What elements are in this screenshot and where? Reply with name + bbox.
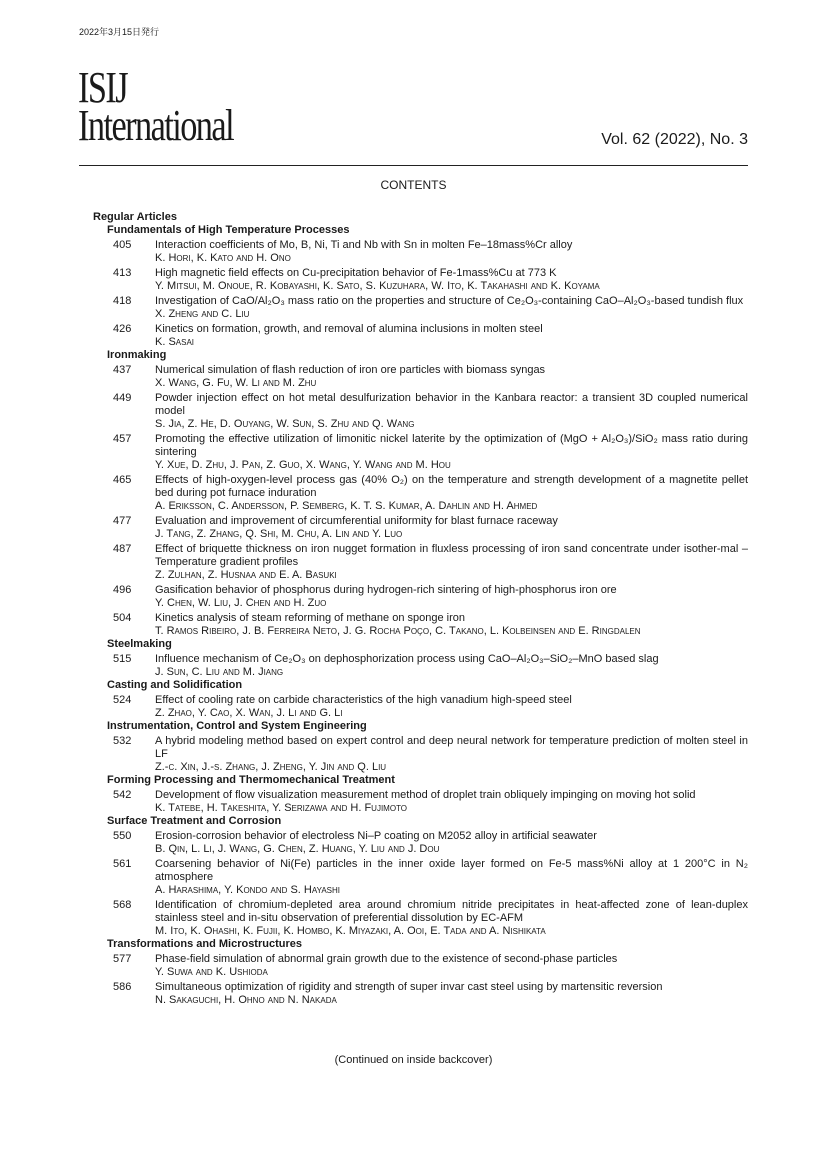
entry-authors: S. Jia, Z. He, D. Ouyang, W. Sun, S. Zhu and Q. Wang [155, 418, 415, 430]
group-heading: Ironmaking [107, 349, 167, 361]
entry-authors: K. Sasai [155, 336, 195, 348]
logo-line-2: International [78, 101, 234, 150]
group-heading: Fundamentals of High Temperature Processes [107, 224, 350, 236]
entry-title: Development of flow visualization measurement method of droplet train obliquely impinging on moving hot solid [155, 789, 696, 801]
journal-logo [78, 63, 277, 150]
toc-entry[interactable] [93, 981, 748, 1007]
entry-title: Effect of briquette thickness on iron nugget formation in fluxless processing of iron sand concentrate under isother-mal – Temperature gradient profiles [155, 543, 748, 568]
toc-entry[interactable] [93, 323, 748, 349]
entry-authors: B. Qin, L. Li, J. Wang, G. Chen, Z. Huang, Y. Liu and J. Dou [155, 843, 440, 855]
entry-title: Phase-field simulation of abnormal grain growth due to the existence of second-phase particles [155, 953, 618, 965]
entry-title: Coarsening behavior of Ni(Fe) particles in the inner oxide layer formed on Fe-5 mass%Ni alloy at 1 200°C in N₂ atmosphere [155, 858, 748, 883]
entry-page-number: 405 [113, 239, 132, 251]
toc-entry[interactable] [93, 515, 748, 541]
entry-body [155, 953, 748, 979]
entry-body [155, 653, 748, 679]
group-heading: Instrumentation, Control and System Engineering [107, 720, 367, 732]
entry-body [155, 474, 748, 513]
entry-page-number: 577 [113, 953, 132, 965]
entry-title: Evaluation and improvement of circumferential uniformity for blast furnace raceway [155, 515, 558, 527]
entry-body [155, 267, 748, 293]
entry-page-number: 487 [113, 543, 132, 555]
entry-page-number: 532 [113, 735, 132, 747]
entry-title: A hybrid modeling method based on expert control and deep neural network for temperature prediction of molten steel in LF [155, 735, 748, 760]
entry-page-number: 561 [113, 858, 132, 870]
toc-entry[interactable] [93, 953, 748, 979]
publication-date: 2022年3月15日発行 [79, 27, 160, 37]
entry-authors: Z. Zhao, Y. Cao, X. Wan, J. Li and G. Li [155, 707, 343, 719]
toc-entry[interactable] [93, 474, 748, 513]
entry-title: Promoting the effective utilization of limonitic nickel laterite by the optimization of (MgO + Al₂O₃)/SiO₂ mass ratio during sintering [155, 433, 748, 458]
entry-authors: X. Wang, G. Fu, W. Li and M. Zhu [155, 377, 317, 389]
toc-entry[interactable] [93, 612, 748, 638]
entry-body [155, 694, 748, 720]
group-heading: Transformations and Microstructures [107, 938, 302, 950]
entry-title: Identification of chromium-depleted area around chromium nitride precipitates in heat-affected zone of lean-duplex stainless steel and in-situ observation of preferential dissolution by EC-AFM [155, 899, 748, 924]
entry-authors: A. Harashima, Y. Kondo and S. Hayashi [155, 884, 341, 896]
toc-entry[interactable] [93, 899, 748, 938]
entry-title: Investigation of CaO/Al₂O₃ mass ratio on the properties and structure of Ce₂O₃-containing CaO–Al₂O₃-based tundish flux [155, 295, 744, 307]
entry-title: Simultaneous optimization of rigidity and strength of super invar cast steel using by martensitic reversion [155, 981, 663, 993]
group-heading: Casting and Solidification [107, 679, 243, 691]
group-heading: Forming Processing and Thermomechanical Treatment [107, 774, 395, 786]
entry-authors: Y. Suwa and K. Ushioda [155, 966, 268, 978]
section-heading: Regular Articles [93, 211, 177, 223]
header-rule [79, 165, 748, 166]
toc-entry[interactable] [93, 584, 748, 610]
entry-body [155, 584, 748, 610]
entry-title: Numerical simulation of flash reduction of iron ore particles with biomass syngas [155, 364, 546, 376]
toc-entry[interactable] [93, 267, 748, 293]
entry-body [155, 239, 748, 265]
entry-authors: M. Ito, K. Ohashi, K. Fujii, K. Hombo, K. Miyazaki, A. Ooi, E. Tada and A. Nishikata [155, 925, 546, 937]
entry-body [155, 364, 748, 390]
entry-page-number: 449 [113, 392, 132, 404]
toc-entry[interactable] [93, 392, 748, 431]
entry-body [155, 830, 748, 856]
entry-body [155, 392, 748, 431]
entry-body [155, 735, 748, 774]
entry-title: Effect of cooling rate on carbide characteristics of the high vanadium high-speed steel [155, 694, 572, 706]
entry-page-number: 457 [113, 433, 132, 445]
entry-page-number: 477 [113, 515, 132, 527]
toc-entry[interactable] [93, 858, 748, 897]
entry-title: High magnetic field effects on Cu-precipitation behavior of Fe-1mass%Cu at 773 K [155, 267, 557, 279]
entry-body [155, 295, 748, 321]
toc-entry[interactable] [93, 364, 748, 390]
toc-entry[interactable] [93, 543, 748, 582]
continued-note: (Continued on inside backcover) [334, 1054, 493, 1066]
entry-title: Influence mechanism of Ce₂O₃ on dephosphorization process using CaO–Al₂O₃–SiO₂–MnO based slag [155, 653, 659, 665]
toc-entry[interactable] [93, 653, 748, 679]
toc-entry[interactable] [93, 789, 748, 815]
entry-body [155, 433, 748, 472]
entry-body [155, 789, 748, 815]
contents-title: CONTENTS [380, 178, 447, 192]
toc-entry[interactable] [93, 295, 748, 321]
entry-authors: K. Tatebe, H. Takeshita, Y. Serizawa and H. Fujimoto [155, 802, 408, 814]
group-heading: Steelmaking [107, 638, 172, 650]
toc-entry[interactable] [93, 830, 748, 856]
entry-page-number: 550 [113, 830, 132, 842]
entry-page-number: 437 [113, 364, 132, 376]
group-heading: Surface Treatment and Corrosion [107, 815, 282, 827]
entry-title: Kinetics on formation, growth, and removal of alumina inclusions in molten steel [155, 323, 543, 335]
entry-authors: A. Eriksson, C. Andersson, P. Semberg, K. T. S. Kumar, A. Dahlin and H. Ahmed [155, 500, 538, 512]
entry-body [155, 899, 748, 938]
entry-page-number: 568 [113, 899, 132, 911]
entry-page-number: 496 [113, 584, 132, 596]
entry-page-number: 515 [113, 653, 132, 665]
entry-body [155, 858, 748, 897]
entry-authors: Y. Chen, W. Liu, J. Chen and H. Zuo [155, 597, 327, 609]
toc-entry[interactable] [93, 694, 748, 720]
entry-page-number: 426 [113, 323, 132, 335]
entry-title: Interaction coefficients of Mo, B, Ni, Ti and Nb with Sn in molten Fe–18mass%Cr alloy [155, 239, 573, 251]
entry-body [155, 612, 748, 638]
entry-authors: Z. Zulhan, Z. Husnaa and E. A. Basuki [155, 569, 337, 581]
volume-info: Vol. 62 (2022), No. 3 [601, 131, 748, 148]
entry-authors: Y. Xue, D. Zhu, J. Pan, Z. Guo, X. Wang, Y. Wang and M. Hou [155, 459, 451, 471]
entry-authors: K. Hori, K. Kato and H. Ono [155, 252, 291, 264]
toc-entry[interactable] [93, 239, 748, 265]
entry-title: Erosion-corrosion behavior of electroless Ni–P coating on M2052 alloy in artificial seawater [155, 830, 597, 842]
entry-authors: J. Tang, Z. Zhang, Q. Shi, M. Chu, A. Lin and Y. Luo [155, 528, 403, 540]
entry-page-number: 542 [113, 789, 132, 801]
entry-authors: J. Sun, C. Liu and M. Jiang [155, 666, 284, 678]
entry-body [155, 543, 748, 582]
entry-authors: Z.-c. Xin, J.-s. Zhang, J. Zheng, Y. Jin and Q. Liu [155, 761, 387, 773]
entry-title: Kinetics analysis of steam reforming of methane on sponge iron [155, 612, 465, 624]
entry-authors: Y. Mitsui, M. Onoue, R. Kobayashi, K. Sato, S. Kuzuhara, W. Ito, K. Takahashi and K. Koyama [155, 280, 600, 292]
toc-entry[interactable] [93, 735, 748, 774]
table-of-contents [93, 211, 748, 1007]
entry-body [155, 981, 748, 1007]
entry-page-number: 524 [113, 694, 132, 706]
entry-page-number: 413 [113, 267, 132, 279]
entry-page-number: 465 [113, 474, 132, 486]
entry-body [155, 323, 748, 349]
toc-entry[interactable] [93, 433, 748, 472]
entry-title: Powder injection effect on hot metal desulfurization behavior in the Kanbara reactor: a transient 3D coupled numerical model [155, 392, 748, 417]
entry-authors: X. Zheng and C. Liu [155, 308, 250, 320]
entry-title: Gasification behavior of phosphorus during hydrogen-rich sintering of high-phosphorus iron ore [155, 584, 617, 596]
entry-page-number: 418 [113, 295, 132, 307]
entry-body [155, 515, 748, 541]
entry-authors: T. Ramos Ribeiro, J. B. Ferreira Neto, J. G. Rocha Poço, C. Takano, L. Kolbeinsen and E. Ringdalen [155, 625, 641, 637]
entry-title: Effects of high-oxygen-level process gas (40% O₂) on the temperature and strength development of a magnetite pellet bed during pot furnace induration [155, 474, 748, 499]
logo-line-1: ISIJ [78, 63, 128, 112]
entry-page-number: 586 [113, 981, 132, 993]
entry-authors: N. Sakaguchi, H. Ohno and N. Nakada [155, 994, 337, 1006]
entry-page-number: 504 [113, 612, 132, 624]
